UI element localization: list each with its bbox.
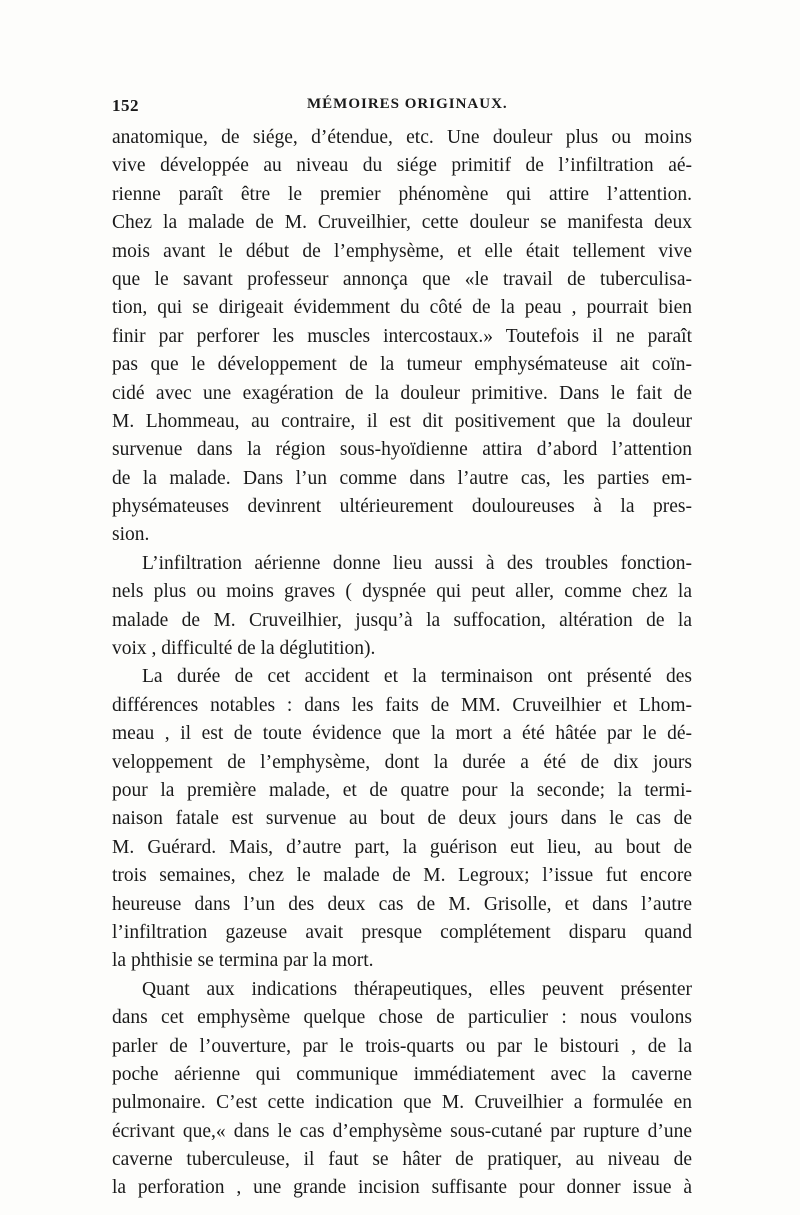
- text-line: Chez la malade de M. Cruveilhier, cette douleur se manifesta deux: [112, 212, 692, 234]
- text-line: anatomique, de siége, d’étendue, etc. Une douleur plus ou moins: [112, 127, 692, 148]
- text-line: de la malade. Dans l’un comme dans l’autre cas, les parties em-: [112, 467, 692, 489]
- running-head: [112, 96, 692, 122]
- text-line: heureuse dans l’un des deux cas de M. Grisolle, et dans l’autre: [112, 893, 692, 915]
- text-line: M. Lhommeau, au contraire, il est dit positivement que la douleur: [112, 410, 692, 432]
- text-line: pas que le développement de la tumeur emphysémateuse ait coïn-: [112, 354, 692, 376]
- page-number: 152: [112, 96, 139, 115]
- text-line: nels plus ou moins graves ( dyspnée qui peut aller, comme chez la: [112, 581, 692, 603]
- text-line: parler de l’ouverture, par le trois-quarts ou par le bistouri , de la: [112, 1035, 692, 1057]
- text-line: écrivant que,« dans le cas d’emphysème sous-cutané par rupture d’une: [112, 1120, 692, 1142]
- text-line: trois semaines, chez le malade de M. Legroux; l’issue fut encore: [112, 865, 692, 887]
- text-line: M. Guérard. Mais, d’autre part, la guérison eut lieu, au bout de: [112, 836, 692, 858]
- running-title: MÉMOIRES ORIGINAUX.: [307, 96, 508, 112]
- text-line: la phthisie se termina par la mort.: [112, 950, 374, 972]
- text-line: rienne paraît être le premier phénomène qui attire l’attention.: [112, 183, 692, 205]
- text-line: que le savant professeur annonça que «le travail de tuberculisa-: [112, 268, 692, 290]
- text-line: finir par perforer les muscles intercostaux.» Toutefois il ne paraît: [112, 325, 692, 347]
- text-line: veloppement de l’emphysème, dont la durée a été de dix jours: [112, 751, 692, 773]
- text-line: Quant aux indications thérapeutiques, elles peuvent présenter: [142, 978, 692, 1000]
- text-line: la perforation , une grande incision suffisante pour donner issue à: [112, 1177, 692, 1199]
- text-line: L’infiltration aérienne donne lieu aussi à des troubles fonction-: [142, 552, 692, 574]
- text-line: voix , difficulté de la déglutition).: [112, 638, 376, 660]
- text-line: dans cet emphysème quelque chose de particulier : nous voulons: [112, 1007, 692, 1029]
- text-line: pour la première malade, et de quatre pour la seconde; la termi-: [112, 779, 692, 801]
- text-line: meau , il est de toute évidence que la mort a été hâtée par le dé-: [112, 723, 692, 745]
- text-line: poche aérienne qui communique immédiatement avec la caverne: [112, 1063, 692, 1085]
- text-line: caverne tuberculeuse, il faut se hâter de pratiquer, au niveau de: [112, 1149, 692, 1171]
- text-line: tion, qui se dirigeait évidemment du côté de la peau , pourrait bien: [112, 297, 692, 319]
- text-line: La durée de cet accident et la terminaison ont présenté des: [142, 666, 692, 688]
- text-line: l’infiltration gazeuse avait presque complétement disparu quand: [112, 921, 692, 943]
- text-line: pulmonaire. C’est cette indication que M. Cruveilhier a formulée en: [112, 1092, 692, 1114]
- text-line: mois avant le début de l’emphysème, et elle était tellement vive: [112, 240, 692, 262]
- text-line: différences notables : dans les faits de MM. Cruveilhier et Lhom-: [112, 694, 692, 716]
- text-line: vive développée au niveau du siége primitif de l’infiltration aé-: [112, 155, 692, 177]
- text-line: cidé avec une exagération de la douleur primitive. Dans le fait de: [112, 382, 692, 404]
- text-line: malade de M. Cruveilhier, jusqu’à la suffocation, altération de la: [112, 609, 692, 631]
- text-line: naison fatale est survenue au bout de deux jours dans le cas de: [112, 808, 692, 830]
- text-line: survenue dans la région sous-hyoïdienne attira d’abord l’attention: [112, 439, 692, 461]
- text-line: physémateuses devinrent ultérieurement douloureuses à la pres-: [112, 496, 692, 518]
- text-line: sion.: [112, 524, 150, 546]
- body-text: [112, 124, 692, 1203]
